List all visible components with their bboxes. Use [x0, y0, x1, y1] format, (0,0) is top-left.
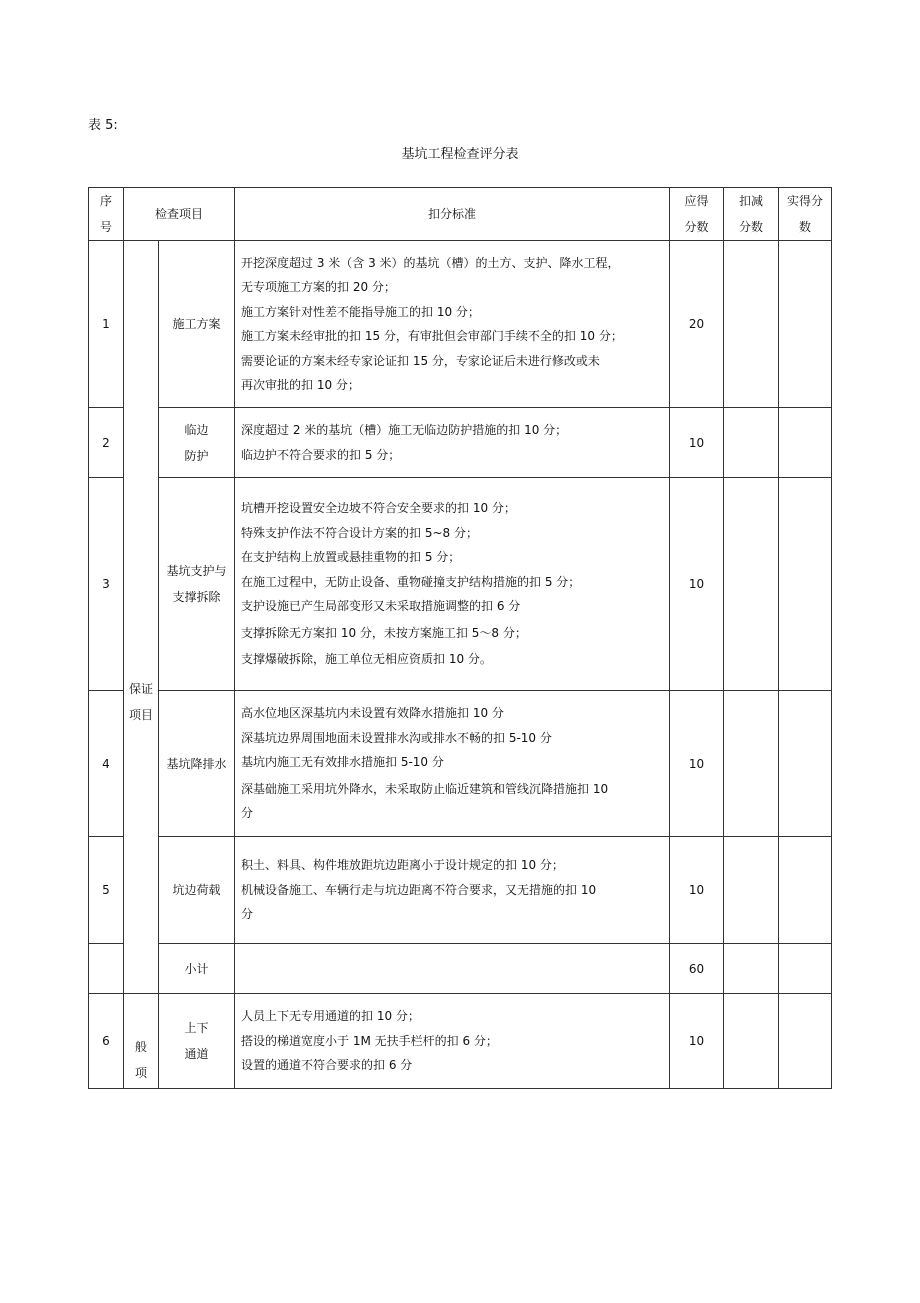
row-item: 基坑降排水 — [159, 691, 235, 837]
row-deduct — [724, 478, 779, 691]
table-row — [89, 478, 832, 691]
row-actual — [779, 241, 832, 408]
score-table — [88, 187, 832, 1089]
row-item: 临边 防护 — [159, 408, 235, 478]
row-seq: 2 — [89, 408, 124, 478]
row-actual — [779, 837, 832, 944]
subtotal-label: 小计 — [159, 944, 235, 994]
table-title: 基坑工程检查评分表 — [401, 147, 519, 162]
subtotal-standard — [235, 944, 670, 994]
row-seq: 3 — [89, 478, 124, 691]
row-actual — [779, 691, 832, 837]
row-deduct — [724, 408, 779, 478]
header-seq: 序 号 — [89, 188, 124, 241]
row-standard: 高水位地区深基坑内未设置有效降水措施扣 10 分 深基坑边界周围地面未设置排水沟或排水不畅的扣 5-10 分 基坑内施工无有效排水措施扣 5-10 分 深基础施工采用坑外降水，未采取防止临近建筑和管线沉降措施扣 10 分 — [235, 691, 670, 837]
row-deduct — [724, 241, 779, 408]
row-seq: 6 — [89, 994, 124, 1089]
row-seq: 4 — [89, 691, 124, 837]
row-deduct — [724, 837, 779, 944]
row-due: 10 — [670, 408, 724, 478]
group-guarantee: 保证 项目 — [124, 241, 159, 994]
row-due: 10 — [670, 478, 724, 691]
subtotal-due: 60 — [670, 944, 724, 994]
header-standard: 扣分标准 — [235, 188, 670, 241]
row-item: 基坑支护与 支撑拆除 — [159, 478, 235, 691]
row-actual — [779, 408, 832, 478]
header-deduct: 扣减 分数 — [724, 188, 779, 241]
row-deduct — [724, 691, 779, 837]
row-deduct — [724, 994, 779, 1089]
table-row — [89, 994, 832, 1089]
row-due: 10 — [670, 837, 724, 944]
row-standard: 积土、料具、构件堆放距坑边距离小于设计规定的扣 10 分； 机械设备施工、车辆行走与坑边距离不符合要求，又无措施的扣 10 分 — [235, 837, 670, 944]
table-row — [89, 241, 832, 408]
table-row — [89, 691, 832, 837]
group-general: 般 项 — [124, 994, 159, 1089]
subtotal-seq — [89, 944, 124, 994]
row-item: 坑边荷载 — [159, 837, 235, 944]
row-item: 施工方案 — [159, 241, 235, 408]
row-actual — [779, 478, 832, 691]
row-item: 上下 通道 — [159, 994, 235, 1089]
table-label: 表 5: — [88, 118, 118, 133]
subtotal-actual — [779, 944, 832, 994]
row-standard: 人员上下无专用通道的扣 10 分； 搭设的梯道宽度小于 1M 无扶手栏杆的扣 6 分； 设置的通道不符合要求的扣 6 分 — [235, 994, 670, 1089]
row-seq: 1 — [89, 241, 124, 408]
row-due: 10 — [670, 994, 724, 1089]
table-row — [89, 837, 832, 944]
header-actual: 实得分 数 — [779, 188, 832, 241]
row-actual — [779, 994, 832, 1089]
row-seq: 5 — [89, 837, 124, 944]
row-standard: 坑槽开挖设置安全边坡不符合安全要求的扣 10 分； 特殊支护作法不符合设计方案的扣 5~8 分； 在支护结构上放置或悬挂重物的扣 5 分； 在施工过程中，无防止设备、重物碰撞支护结构措施的扣 5 分； 支护设施已产生局部变形又未采取措施调整的扣 6 分 支撑拆除无方案扣 10 分，未按方案施工扣 5～8 分； 支撑爆破拆除，施工单位无相应资质扣 10 分。 — [235, 478, 670, 691]
row-standard: 深度超过 2 米的基坑（槽）施工无临边防护措施的扣 10 分； 临边护不符合要求的扣 5 分； — [235, 408, 670, 478]
row-due: 10 — [670, 691, 724, 837]
header-due: 应得 分数 — [670, 188, 724, 241]
row-due: 20 — [670, 241, 724, 408]
header-item: 检查项目 — [124, 188, 235, 241]
header-row — [89, 188, 832, 241]
subtotal-row — [89, 944, 832, 994]
row-standard: 开挖深度超过 3 米（含 3 米）的基坑（槽）的土方、支护、降水工程， 无专项施工方案的扣 20 分； 施工方案针对性差不能指导施工的扣 10 分； 施工方案未经审批的扣 15 分，有审批但会审部门手续不全的扣 10 分； 需要论证的方案未经专家论证扣 15 分，专家论证后未进行修改或未 再次审批的扣 10 分； — [235, 241, 670, 408]
table-row — [89, 408, 832, 478]
subtotal-deduct — [724, 944, 779, 994]
